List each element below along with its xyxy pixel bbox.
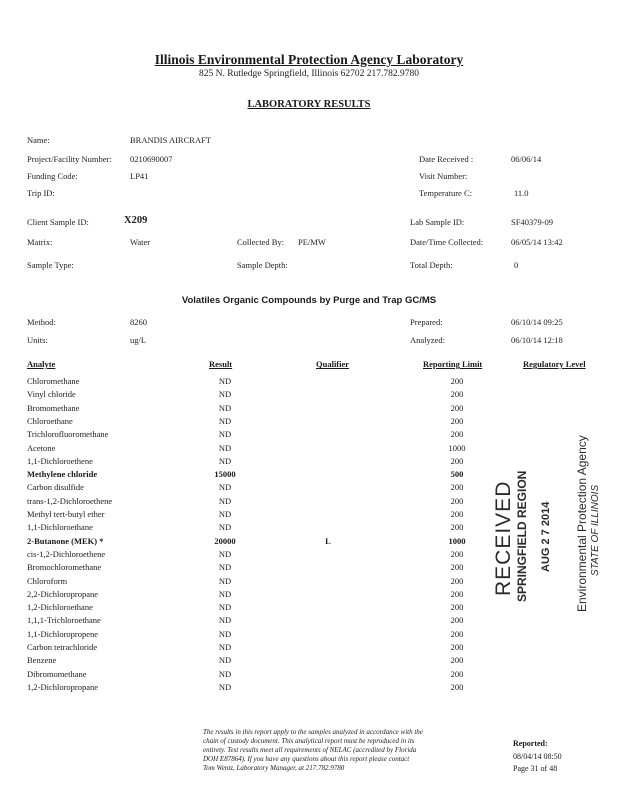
cell-result: 15000 <box>214 469 236 480</box>
header-reporting-limit: Reporting Limit <box>423 359 483 369</box>
cell-result: ND <box>218 495 232 506</box>
table-row <box>0 682 618 695</box>
page-number: Page 31 of 48 <box>513 764 558 773</box>
project-label: Project/Facility Number: <box>27 154 112 164</box>
cell-analyte: Benzene <box>27 655 57 666</box>
table-row <box>0 655 618 668</box>
cell-analyte: 2,2-Dichloropropane <box>27 588 99 599</box>
cell-reporting-limit: 200 <box>450 588 464 599</box>
table-row <box>0 429 618 442</box>
matrix-label: Matrix: <box>27 237 53 247</box>
cell-result: ND <box>218 588 232 599</box>
collected-by-value: PE/MW <box>298 237 326 247</box>
footer-disclaimer-4: DOH E87864). If you have any questions about this report please contact <box>203 755 410 763</box>
cell-analyte: 1,2-Dichloroethane <box>27 602 93 613</box>
lab-title: Illinois Environmental Protection Agency Laboratory <box>154 52 464 67</box>
date-collected-label: Date/Time Collected: <box>410 237 484 247</box>
section-title: LABORATORY RESULTS <box>247 99 371 110</box>
total-depth-value: 0 <box>514 260 519 270</box>
cell-reporting-limit: 1000 <box>448 535 466 546</box>
analyzed-value: 06/10/14 12:18 <box>511 335 563 345</box>
footer-disclaimer-5: Tom Wentz, Laboratory Manager, at 217.782.9780 <box>203 764 345 772</box>
cell-reporting-limit: 200 <box>450 681 464 692</box>
table-row <box>0 615 618 628</box>
lab-sample-label: Lab Sample ID: <box>410 217 465 227</box>
cell-reporting-limit: 500 <box>450 469 464 480</box>
cell-reporting-limit: 200 <box>450 522 464 533</box>
date-collected-value: 06/05/14 13:42 <box>511 237 563 247</box>
name-label: Name: <box>27 135 50 145</box>
cell-analyte: Carbon tetrachloride <box>27 642 98 652</box>
cell-analyte: Chloromethane <box>27 376 80 386</box>
cell-reporting-limit: 200 <box>450 668 464 679</box>
cell-analyte: Bromomethane <box>27 402 80 413</box>
cell-reporting-limit: 200 <box>450 509 464 519</box>
table-row <box>0 403 618 416</box>
table-row <box>0 416 618 429</box>
lab-sample-value: SF40379-09 <box>511 217 554 227</box>
cell-analyte: 1,1,1-Trichloroethane <box>27 615 101 626</box>
cell-analyte: Methyl tert-butyl ether <box>27 509 105 519</box>
cell-analyte: 1,1-Dichloroethane <box>27 522 93 533</box>
project-value: 0210690007 <box>130 154 173 164</box>
cell-result: ND <box>218 615 232 626</box>
stamp-agency: Environmental Protection Agency <box>575 435 589 612</box>
cell-reporting-limit: 200 <box>450 376 464 386</box>
cell-reporting-limit: 200 <box>450 602 464 613</box>
cell-result: ND <box>218 575 232 586</box>
stamp-date: AUG 2 7 2014 <box>540 501 552 572</box>
cell-result: ND <box>218 415 232 426</box>
method-section-title: Volatiles Organic Compounds by Purge and Trap GC/MS <box>181 295 437 306</box>
cell-result: ND <box>218 442 232 453</box>
collected-by-label: Collected By: <box>237 237 284 247</box>
funding-value: LP41 <box>130 171 149 181</box>
name-value: BRANDIS AIRCRAFT <box>130 135 212 145</box>
footer-disclaimer-2: chain of custody document. This analytical report must be reproduced in its <box>203 737 415 745</box>
cell-analyte: Methylene chloride <box>27 469 98 480</box>
cell-reporting-limit: 200 <box>450 562 464 573</box>
cell-result: ND <box>218 509 232 519</box>
units-value: ug/L <box>130 335 147 345</box>
cell-analyte: Trichlorofluoromethane <box>27 429 109 440</box>
cell-reporting-limit: 200 <box>450 655 464 666</box>
header-analyte: Analyte <box>27 359 56 369</box>
sample-depth-label: Sample Depth: <box>237 260 288 270</box>
cell-result: ND <box>218 429 232 440</box>
cell-result: ND <box>218 642 232 652</box>
cell-result: 20000 <box>214 535 236 546</box>
cell-analyte: Vinyl chloride <box>27 389 76 400</box>
cell-qualifier: L <box>325 535 331 546</box>
date-received-label: Date Received : <box>419 154 474 164</box>
table-row <box>0 629 618 642</box>
lab-address: 825 N. Rutledge Springfield, Illinois 62702 217.782.9780 <box>198 69 420 79</box>
visit-label: Visit Number: <box>419 171 468 181</box>
reported-value: 08/04/14 08:50 <box>513 752 562 761</box>
table-row <box>0 456 618 469</box>
table-row <box>0 443 618 456</box>
cell-analyte: Chloroform <box>27 575 68 586</box>
table-row <box>0 669 618 682</box>
prepared-value: 06/10/14 09:25 <box>511 317 563 327</box>
cell-result: ND <box>218 628 232 639</box>
prepared-label: Prepared: <box>410 317 443 327</box>
header-qualifier: Qualifier <box>316 359 350 369</box>
cell-analyte: 1,1-Dichloroethene <box>27 455 93 466</box>
cell-result: ND <box>218 376 232 386</box>
cell-reporting-limit: 1000 <box>448 442 466 453</box>
cell-result: ND <box>218 668 232 679</box>
cell-analyte: cis-1,2-Dichloroethene <box>27 548 106 559</box>
temperature-value: 11.0 <box>514 188 529 198</box>
cell-analyte: Acetone <box>27 442 56 453</box>
total-depth-label: Total Depth: <box>410 260 453 270</box>
cell-reporting-limit: 200 <box>450 429 464 440</box>
cell-reporting-limit: 200 <box>450 548 464 559</box>
reported-label: Reported: <box>513 739 548 748</box>
cell-reporting-limit: 200 <box>450 415 464 426</box>
cell-reporting-limit: 200 <box>450 615 464 626</box>
cell-reporting-limit: 200 <box>450 628 464 639</box>
header-regulatory-level: Regulatory Level <box>523 359 586 369</box>
cell-result: ND <box>218 602 232 613</box>
cell-reporting-limit: 200 <box>450 642 464 652</box>
table-row <box>0 602 618 615</box>
table-row <box>0 389 618 402</box>
cell-analyte: 1,2-Dichloropropane <box>27 681 99 692</box>
cell-reporting-limit: 200 <box>450 575 464 586</box>
cell-reporting-limit: 200 <box>450 495 464 506</box>
trip-label: Trip ID: <box>27 188 55 198</box>
cell-analyte: Chloroethane <box>27 415 73 426</box>
date-received-value: 06/06/14 <box>511 154 542 164</box>
client-sample-label: Client Sample ID: <box>27 217 89 227</box>
temperature-label: Temperature C: <box>419 188 472 198</box>
cell-reporting-limit: 200 <box>450 482 464 493</box>
cell-result: ND <box>218 389 232 400</box>
cell-analyte: 1,1-Dichloropropene <box>27 628 99 639</box>
cell-result: ND <box>218 548 232 559</box>
cell-result: ND <box>218 522 232 533</box>
cell-result: ND <box>218 455 232 466</box>
method-value: 8260 <box>130 317 147 327</box>
stamp-region: SPRINGFIELD REGION <box>515 470 529 602</box>
method-label: Method: <box>27 317 56 327</box>
cell-result: ND <box>218 681 232 692</box>
matrix-value: Water <box>130 237 151 247</box>
cell-result: ND <box>218 562 232 573</box>
footer-disclaimer-1: The results in this report apply to the samples analyzed in accordance with the <box>203 728 423 736</box>
sample-type-label: Sample Type: <box>27 260 74 270</box>
stamp-received: RECEIVED <box>492 480 515 596</box>
units-label: Units: <box>27 335 48 345</box>
header-result: Result <box>209 359 233 369</box>
table-row <box>0 376 618 389</box>
cell-result: ND <box>218 482 232 493</box>
funding-label: Funding Code: <box>27 171 78 181</box>
cell-reporting-limit: 200 <box>450 402 464 413</box>
cell-analyte: Bromochloromethane <box>27 562 102 573</box>
cell-analyte: trans-1,2-Dichloroethene <box>27 495 113 506</box>
cell-reporting-limit: 200 <box>450 455 464 466</box>
analyzed-label: Analyzed: <box>410 335 445 345</box>
cell-result: ND <box>218 655 232 666</box>
cell-result: ND <box>218 402 232 413</box>
cell-analyte: 2-Butanone (MEK) * <box>27 535 104 546</box>
client-sample-value: X209 <box>124 215 148 226</box>
cell-reporting-limit: 200 <box>450 389 464 400</box>
footer-disclaimer-3: entirety. Test results meet all requirements of NELAC (accredited by Florida <box>203 746 417 754</box>
table-row <box>0 642 618 655</box>
cell-analyte: Carbon disulfide <box>27 482 84 493</box>
stamp-state: STATE OF ILLINOIS <box>590 484 601 576</box>
cell-analyte: Dibromomethane <box>27 668 87 679</box>
